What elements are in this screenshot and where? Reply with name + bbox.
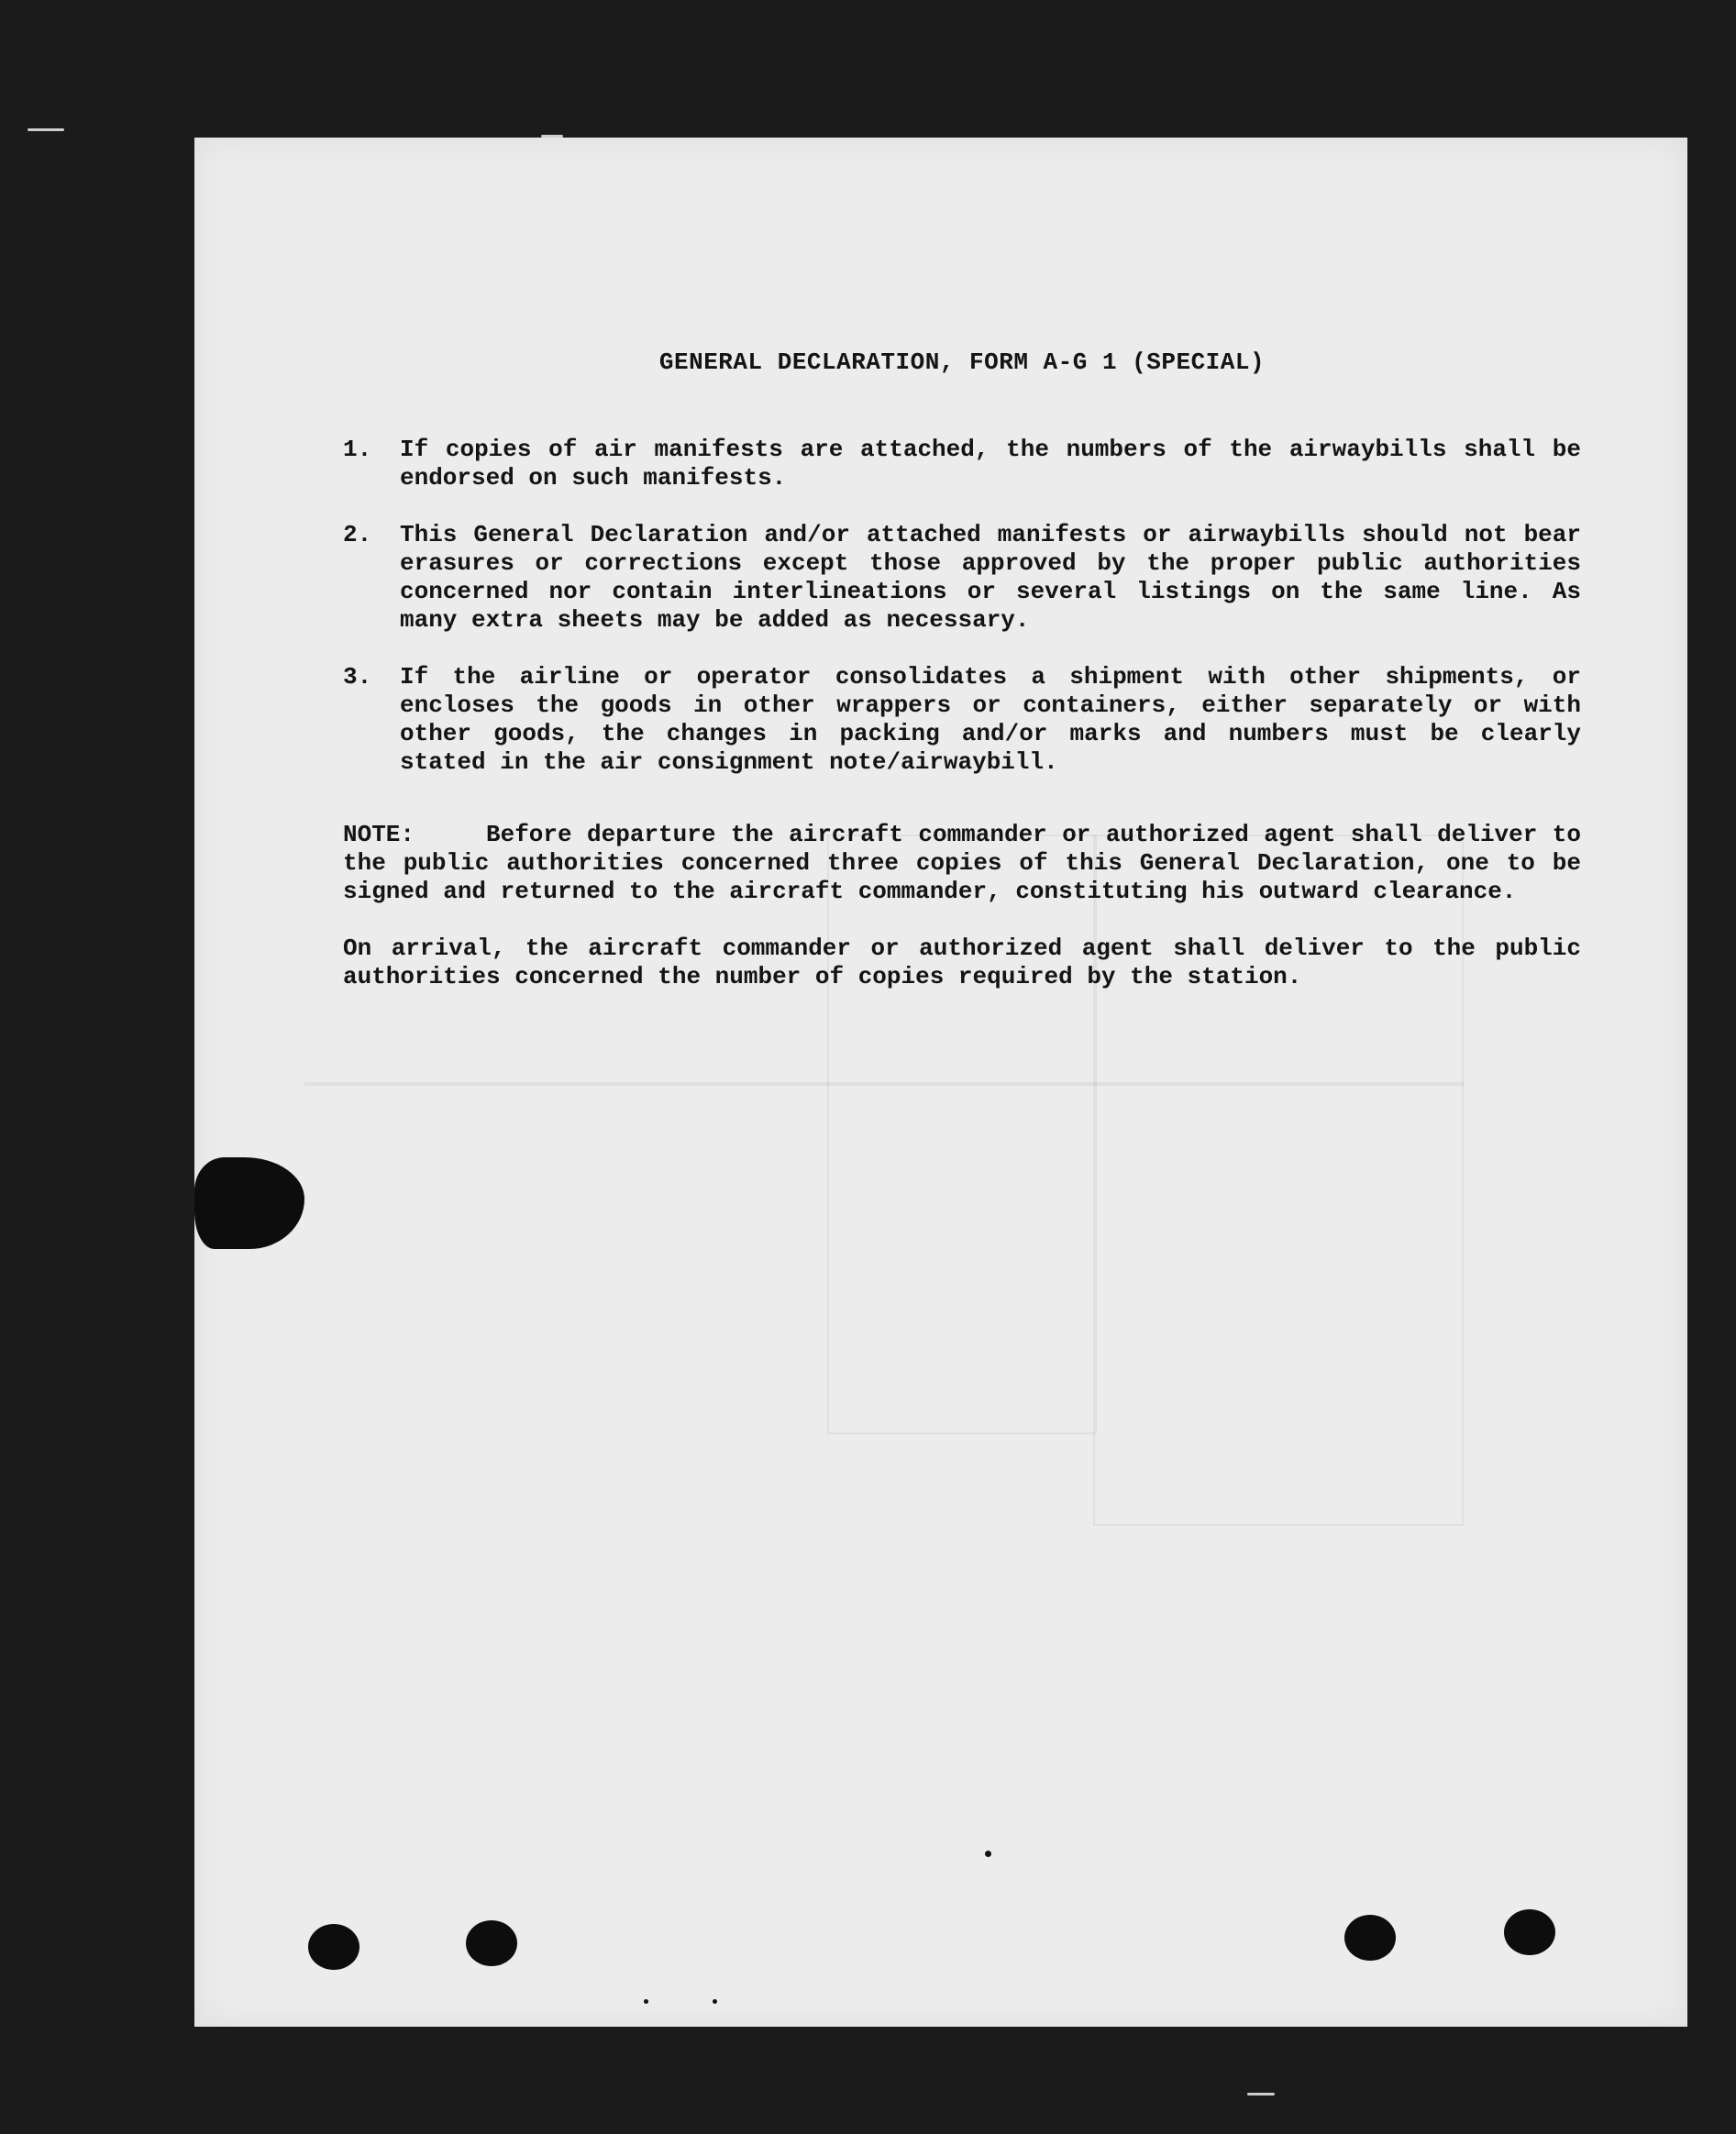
item-number: 2.: [343, 521, 372, 548]
note-text: Before departure the aircraft commander or authorized agent shall deliver to the public authorities concerned three copies of this General Declaration, one to be signed and returned to the aircraft commander, constituting his outward clearance.: [343, 821, 1581, 905]
bleed-through-table: [304, 1082, 1464, 1086]
item-text: If the airline or operator consolidates a shipment with other shipments, or encloses the goods in other wrappers or containers, either separately or with other goods, the changes in packing and/or marks and numbers must be clearly stated in the air consignment note/airwaybill.: [400, 663, 1581, 776]
document-page: [194, 138, 1687, 2027]
instruction-item-3: [343, 663, 1581, 777]
item-number: 3.: [343, 663, 372, 691]
scan-artifact: [28, 128, 64, 131]
scan-artifact: [1247, 2093, 1275, 2095]
punch-hole: [1344, 1915, 1396, 1961]
declaration-content: [343, 348, 1581, 991]
item-text: If copies of air manifests are attached, the numbers of the airwaybills shall be endorsed on such manifests.: [400, 436, 1581, 492]
punch-hole: [1504, 1909, 1555, 1955]
punch-hole: [308, 1924, 359, 1970]
item-text: This General Declaration and/or attached manifests or airwaybills should not bear erasures or corrections except those approved by the proper public authorities concerned nor contain interlineations or several listings on the same line. As many extra sheets may be added as necessary.: [400, 521, 1581, 634]
instruction-item-2: [343, 521, 1581, 635]
speck: [644, 1999, 648, 2004]
punch-hole: [466, 1920, 517, 1966]
item-number: 1.: [343, 436, 372, 463]
speck: [713, 1999, 717, 2004]
speck: [985, 1851, 991, 1857]
note-label: NOTE:: [343, 821, 415, 848]
arrival-paragraph: On arrival, the aircraft commander or authorized agent shall deliver to the public authorities concerned the number of copies required by the station.: [343, 934, 1581, 990]
instruction-item-1: [343, 436, 1581, 492]
note-paragraph: [343, 821, 1581, 906]
form-title: GENERAL DECLARATION, FORM A-G 1 (SPECIAL): [658, 348, 1266, 376]
